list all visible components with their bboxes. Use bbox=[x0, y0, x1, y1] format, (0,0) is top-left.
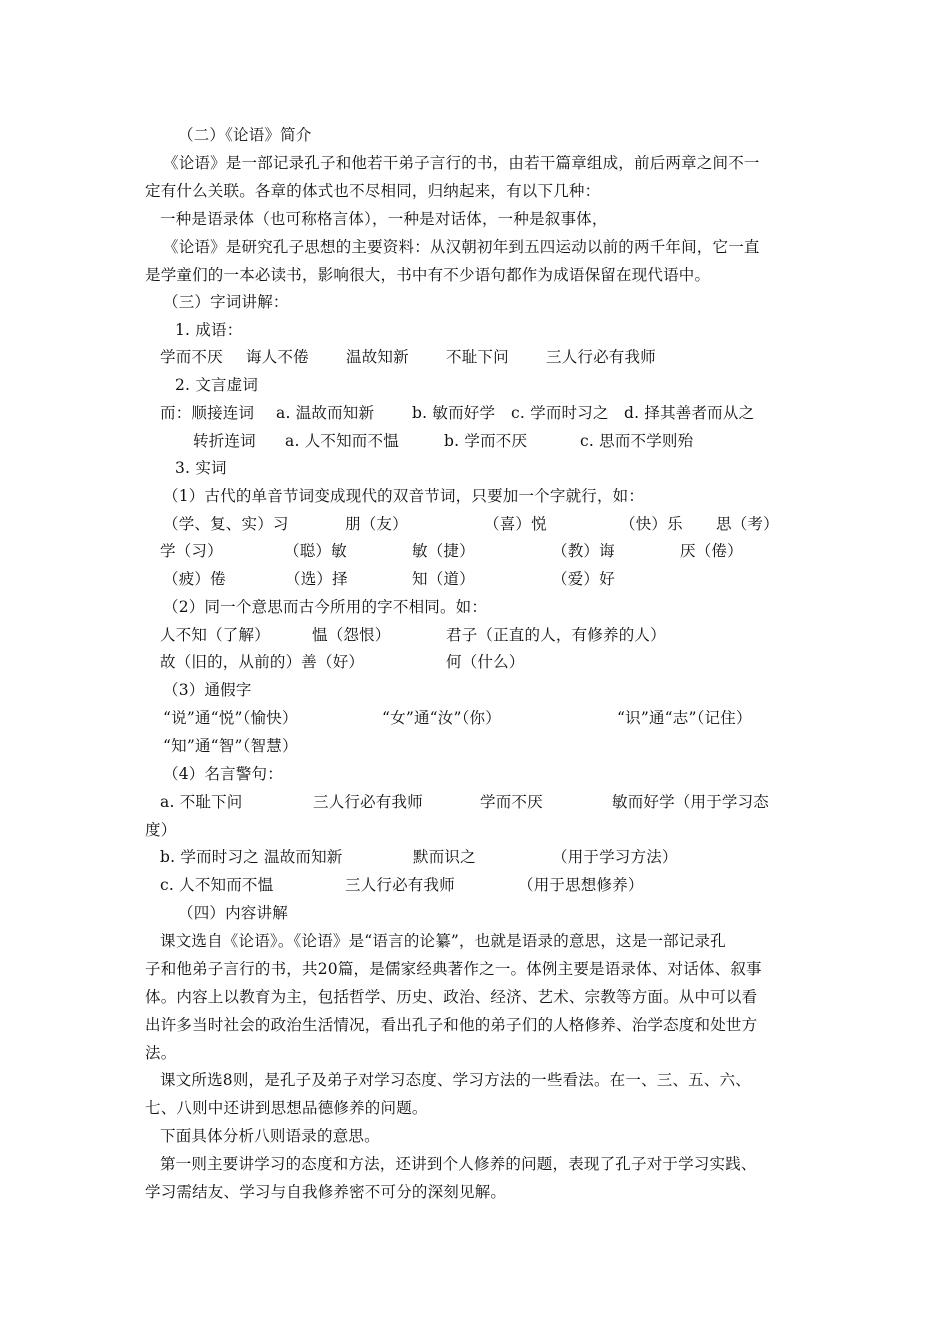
word-pair: 朋（友） bbox=[345, 515, 408, 533]
loan-char-item: “知”通“智”（智慧） bbox=[163, 737, 298, 755]
subsection-title: （4）名言警句： bbox=[163, 765, 283, 783]
word-pair: （爱）好 bbox=[552, 570, 615, 588]
quote-item: a. 不耻下问 bbox=[160, 793, 243, 811]
word-pair: 君子（正直的人，有修养的人） bbox=[446, 626, 666, 644]
quote-item: 三人行必有我师 bbox=[345, 876, 455, 894]
idiom-item: 不耻下问 bbox=[446, 348, 509, 366]
quote-item: （用于思想修养） bbox=[518, 876, 644, 894]
function-word-item: b. 敏而好学 bbox=[412, 404, 496, 422]
function-word-item: 而：顺接连词 bbox=[160, 404, 255, 422]
paragraph-line: 体。内容上以教育为主，包括哲学、历史、政治、经济、艺术、宗教等方面。从中可以看 bbox=[145, 988, 758, 1006]
quote-item: 默而识之 bbox=[413, 848, 476, 866]
word-pair: 故（旧的，从前的）善（好） bbox=[160, 653, 365, 671]
paragraph-line: 出许多当时社会的政治生活情况，看出孔子和他的弟子们的人格修养、治学态度和处世方 bbox=[145, 1016, 758, 1034]
quote-item: b. 学而时习之 温故而知新 bbox=[160, 848, 343, 866]
idiom-item: 诲人不倦 bbox=[246, 348, 309, 366]
paragraph-line: 下面具体分析八则语录的意思。 bbox=[160, 1127, 380, 1145]
quote-continuation: 度） bbox=[145, 821, 177, 839]
section-heading-intro: （二）《论语》简介 bbox=[178, 126, 312, 144]
word-pair: 思（考） bbox=[716, 515, 779, 533]
paragraph-line: 《论语》是一部记录孔子和他若干弟子言行的书，由若干篇章组成，前后两章之间不一 bbox=[163, 154, 760, 172]
function-word-item: b. 学而不厌 bbox=[444, 432, 528, 450]
function-word-item: c. 思而不学则殆 bbox=[580, 432, 694, 450]
section-heading-vocab: （三）字词讲解： bbox=[163, 293, 289, 311]
function-word-item: d. 择其善者而从之 bbox=[624, 404, 755, 422]
loan-char-item: “女”通“汝”（你） bbox=[382, 709, 501, 727]
word-pair: （聪）敏 bbox=[284, 542, 347, 560]
paragraph-line: 是学童们的一本必读书，影响很大，书中有不少语句都作为成语保留在现代语中。 bbox=[145, 266, 711, 284]
paragraph-line: 课文所选8则，是孔子及弟子对学习态度、学习方法的一些看法。在一、三、五、六、 bbox=[160, 1071, 751, 1089]
quote-item: 敏而好学（用于学习态 bbox=[612, 793, 770, 811]
paragraph-line: 课文选自《论语》。《论语》是“语言的论纂”，也就是语录的意思，这是一部记录孔 bbox=[160, 932, 726, 950]
content-words-label: 3. 实词 bbox=[175, 459, 227, 477]
paragraph-line: 定有什么关联。各章的体式也不尽相同，归纳起来，有以下几种： bbox=[145, 182, 601, 200]
paragraph-line: 法。 bbox=[145, 1044, 177, 1062]
word-pair: 人不知（了解） bbox=[160, 626, 270, 644]
paragraph-line: 一种是语录体（也可称格言体），一种是对话体，一种是叙事体， bbox=[160, 210, 608, 228]
word-pair: 知（道） bbox=[412, 570, 475, 588]
word-pair: （选）择 bbox=[285, 570, 348, 588]
function-word-item: a. 温故而知新 bbox=[276, 404, 375, 422]
word-pair: 厌（倦） bbox=[680, 542, 743, 560]
idiom-item: 三人行必有我师 bbox=[546, 348, 656, 366]
quote-item: 三人行必有我师 bbox=[313, 793, 423, 811]
subsection-title: （2）同一个意思而古今所用的字不相同。如： bbox=[163, 598, 488, 616]
function-word-item: a. 人不知而不愠 bbox=[285, 432, 399, 450]
idioms-label: 1. 成语： bbox=[175, 321, 243, 339]
subsection-title: （1）古代的单音节词变成现代的双音节词，只要加一个字就行，如： bbox=[163, 487, 645, 505]
function-words-label: 2. 文言虚词 bbox=[175, 376, 259, 394]
subsection-title: （3）通假字 bbox=[163, 681, 252, 699]
word-pair: 敏（捷） bbox=[412, 542, 475, 560]
quote-item: c. 人不知而不愠 bbox=[160, 876, 274, 894]
paragraph-line: 第一则主要讲学习的态度和方法，还讲到个人修养的问题，表现了孔子对于学习实践、 bbox=[160, 1155, 757, 1173]
function-word-item: 转折连词 bbox=[193, 432, 256, 450]
word-pair: （疲）倦 bbox=[163, 570, 226, 588]
paragraph-line: 学习需结友、学习与自我修养密不可分的深刻见解。 bbox=[145, 1183, 507, 1201]
paragraph-line: 子和他弟子言行的书，共20篇，是儒家经典著作之一。体例主要是语录体、对话体、叙事 bbox=[145, 960, 762, 978]
word-pair: （学、复、实）习 bbox=[163, 515, 289, 533]
word-pair: （教）诲 bbox=[552, 542, 615, 560]
word-pair: （快）乐 bbox=[620, 515, 683, 533]
loan-char-item: “说”通“悦”（愉快） bbox=[163, 709, 298, 727]
idiom-item: 温故知新 bbox=[346, 348, 409, 366]
paragraph-line: 七、八则中还讲到思想品德修养的问题。 bbox=[145, 1099, 428, 1117]
function-word-item: c. 学而时习之 bbox=[511, 404, 609, 422]
section-heading-content: （四）内容讲解 bbox=[178, 904, 288, 922]
word-pair: 愠（怨恨） bbox=[312, 626, 391, 644]
word-pair: 何（什么） bbox=[446, 653, 525, 671]
word-pair: 学（习） bbox=[160, 542, 223, 560]
quote-item: 学而不厌 bbox=[480, 793, 543, 811]
idiom-item: 学而不厌 bbox=[160, 348, 223, 366]
word-pair: （喜）悦 bbox=[484, 515, 547, 533]
paragraph-line: 《论语》是研究孔子思想的主要资料：从汉朝初年到五四运动以前的两千年间，它一直 bbox=[163, 238, 760, 256]
quote-item: （用于学习方法） bbox=[552, 848, 678, 866]
loan-char-item: “识”通“志”（记住） bbox=[617, 709, 752, 727]
